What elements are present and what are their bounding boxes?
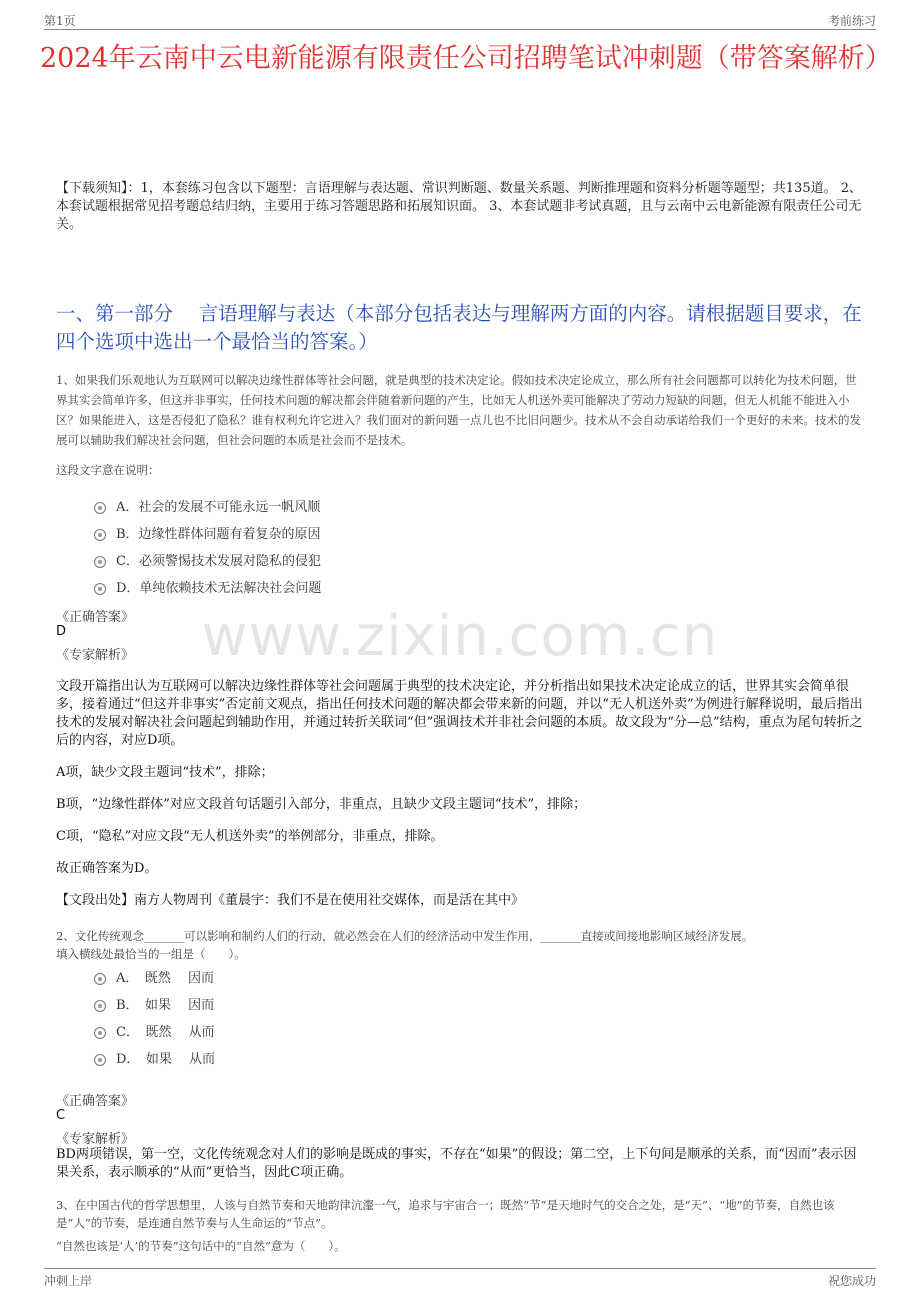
answer-label: 《正确答案》: [56, 1094, 135, 1109]
footer-divider: [44, 1268, 876, 1269]
source-note: 【文段出处】南方人物周刊《董晨宇：我们不是在使用社交媒体，而是活在其中》: [56, 893, 525, 908]
radio-icon[interactable]: [94, 502, 106, 514]
question-2-option-c[interactable]: [94, 1021, 215, 1040]
watermark: www.zixin.com.cn: [201, 604, 719, 669]
page-number: 第1页: [44, 14, 76, 28]
answer-value: D: [56, 624, 67, 639]
analysis-paragraph: BD两项错误，第一空，文化传统观念对人们的影响是既成的事实，不存在“如果”的假设；第二空，上下句间是顺承的关系，而“因而”表示因果关系，表示顺承的“从而”更恰当，因此C项正确。: [56, 1147, 857, 1180]
option-label: B．边缘性群体问题有着复杂的原因: [116, 527, 321, 542]
radio-icon[interactable]: [94, 1000, 106, 1012]
question-3-stem: “自然也该是‘人’的节奏”这句话中的“自然”意为（ ）。: [56, 1239, 346, 1253]
option-label: A．社会的发展不可能永远一帆风顺: [116, 500, 321, 515]
question-1-option-a[interactable]: [94, 496, 320, 515]
analysis-label: 《专家解析》: [56, 1132, 135, 1147]
question-2-option-b[interactable]: [94, 994, 214, 1013]
radio-icon[interactable]: [94, 973, 106, 985]
answer-label: 《正确答案》: [56, 610, 135, 625]
analysis-paragraph: B项，“边缘性群体”对应文段首句话题引入部分，非重点，且缺少文段主题词“技术”，排除；: [56, 797, 587, 812]
document-title: 2024年云南中云电新能源有限责任公司招聘笔试冲刺题（带答案解析）: [40, 43, 892, 74]
option-label: C．必须警惕技术发展对隐私的侵犯: [116, 554, 321, 569]
question-2-option-a[interactable]: [94, 967, 214, 986]
download-notice: 【下载须知】：1，本套练习包含以下题型：言语理解与表达题、常识判断题、数量关系题、判断推理题和资料分析题等题型；共135道。 2、本套试题根据常见招考题总结归纳，主要用于练习答题思路和拓展知识面。 3、本套试题非考试真题，且与云南中云电新能源有限责任公司无关。: [56, 181, 862, 232]
analysis-label: 《专家解析》: [56, 648, 135, 663]
answer-value: C: [56, 1108, 66, 1123]
radio-icon[interactable]: [94, 529, 106, 541]
question-1-option-b[interactable]: [94, 523, 321, 542]
question-1-stem: 这段文字意在说明：: [56, 463, 160, 477]
section-heading: 一、第一部分 言语理解与表达（本部分包括表达与理解两方面的内容。请根据题目要求，在四个选项中选出一个最恰当的答案。）: [56, 302, 862, 353]
question-1-option-c[interactable]: [94, 550, 321, 569]
question-1-text: 1、如果我们乐观地认为互联网可以解决边缘性群体等社会问题，就是典型的技术决定论。假如技术决定论成立，那么所有社会问题都可以转化为技术问题，世界其实会简单许多，但这并非事实，任何技术问题的解决都会伴随着新问题的产生，比如无人机送外卖可能解决了劳动力短缺的问题，但无人机能不能进入小区？如果能进入，这是否侵犯了隐私？谁有权利允许它进入？我们面对的新问题一点儿也不比旧问题少。技术从不会自动承诺给我们一个更好的未来。技术的发展可以辅助我们解决社会问题，但社会问题的本质是社会而不是技术。: [56, 373, 861, 447]
analysis-paragraph: A项，缺少文段主题词“技术”，排除；: [56, 765, 274, 780]
analysis-paragraph: 故正确答案为D。: [56, 861, 158, 876]
question-1-option-d[interactable]: [94, 577, 321, 596]
question-2-text: 2、文化传统观念_______可以影响和制约人们的行动，就必然会在人们的经济活动中发生作用，_______直接或间接地影响区域经济发展。: [56, 929, 754, 943]
footer-left: 冲刺上岸: [44, 1274, 93, 1288]
option-label: D．单纯依赖技术无法解决社会问题: [116, 581, 322, 596]
radio-icon[interactable]: [94, 556, 106, 568]
option-label: C． 既然 从而: [116, 1025, 215, 1040]
question-3-text: 3、在中国古代的哲学思想里，人该与自然节奏和天地韵律沆瀣一气，追求与宇宙合一；既然“节”是天地时气的交合之处，是“天”、“地”的节奏，自然也该是“人”的节奏，是连通自然节奏与人生命运的“节点”。: [56, 1198, 835, 1230]
question-2-stem: 填入横线处最恰当的一组是（ ）。: [56, 947, 246, 961]
option-label: D． 如果 从而: [116, 1052, 216, 1067]
analysis-paragraph: 文段开篇指出认为互联网可以解决边缘性群体等社会问题属于典型的技术决定论，并分析指出如果技术决定论成立的话，世界其实会简单很多，接着通过“但这并非事实”否定前文观点，指出任何技术问题的解决都会带来新的问题，并以“无人机送外卖”为例进行解释说明，最后指出技术的发展对解决社会问题起到辅助作用，并通过转折关联词“但”强调技术并非社会问题的本质。故文段为“分—总”结构，重点为尾句转折之后的内容，对应D项。: [56, 679, 863, 748]
radio-icon[interactable]: [94, 1027, 106, 1039]
analysis-paragraph: C项，“隐私”对应文段“无人机送外卖”的举例部分，非重点，排除。: [56, 829, 444, 844]
question-2-option-d[interactable]: [94, 1048, 215, 1067]
radio-icon[interactable]: [94, 583, 106, 595]
footer-right: 祝您成功: [827, 1274, 876, 1288]
header-divider: [44, 29, 876, 30]
option-label: A． 既然 因而: [116, 971, 215, 986]
radio-icon[interactable]: [94, 1054, 106, 1066]
option-label: B． 如果 因而: [116, 998, 215, 1013]
header-label: 考前练习: [827, 14, 876, 28]
